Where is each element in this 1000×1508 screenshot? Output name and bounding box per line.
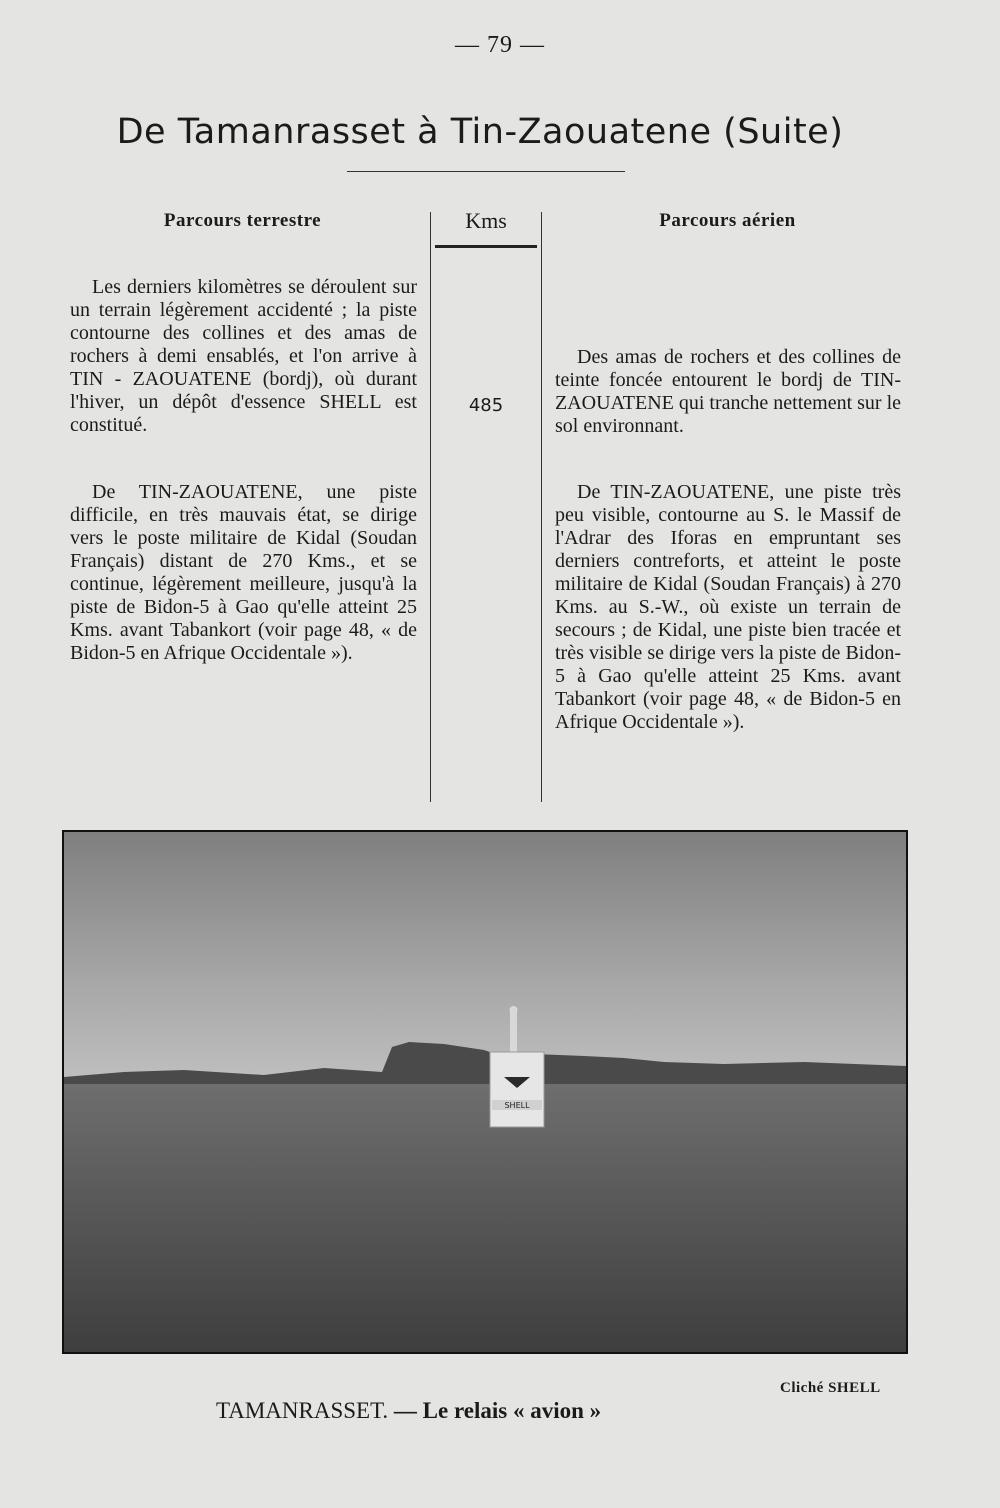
column-divider-left xyxy=(430,212,431,802)
page-title xyxy=(0,112,960,152)
right-paragraph-2: De TIN-ZAOUATENE, une piste très peu visible, contourne au S. le Massif de l'Adrar des Iforas en empruntant ses derniers contreforts, et atteint le poste militaire de Kidal (Soudan Français) à 270 Kms. au S.-W., où existe un terrain de secours ; de Kidal, une piste bien tracée et très visible se dirige vers la piste de Bidon-5 à Gao qu'elle atteint 25 Kms. avant Tabankort (voir page 48, « de Bidon-5 en Afrique Occidentale »). xyxy=(555,481,901,733)
left-paragraph-1: Les derniers kilomètres se déroulent sur un terrain légèrement accidenté ; la piste contourne des collines et des amas de rochers à demi ensablés, et l'on arrive à TIN - ZAOUATENE (bordj), où durant l'hiver, un dépôt d'essence SHELL est constitué. xyxy=(70,276,417,436)
page-number: — 79 — xyxy=(455,32,545,58)
kms-column-heading: Kms xyxy=(465,208,507,233)
left-column-heading: Parcours terrestre xyxy=(163,210,322,231)
shell-sign: SHELL xyxy=(504,1101,530,1110)
right-paragraph-1: Des amas de rochers et des collines de teinte foncée entourent le bordj de TIN-ZAOUATENE qui tranche nettement sur le sol environnant. xyxy=(555,346,902,437)
column-divider-right xyxy=(541,212,542,802)
sky xyxy=(64,832,906,1082)
kms-heading-rule xyxy=(435,245,537,248)
photo-credit: Cliché SHELL xyxy=(780,1380,881,1396)
caption-place: TAMANRASSET. xyxy=(216,1398,389,1423)
ground xyxy=(64,1084,906,1352)
km-value: 485 xyxy=(468,395,504,416)
caption-rest: — Le relais « avion » xyxy=(393,1398,602,1423)
title-rule xyxy=(347,171,625,172)
right-column-heading: Parcours aérien xyxy=(659,210,796,231)
photograph-shell-relay xyxy=(62,830,908,1354)
title-main: De Tamanrasset à Tin-Zaouatene xyxy=(116,112,712,152)
title-suffix: (Suite) xyxy=(723,112,844,152)
left-paragraph-2: De TIN-ZAOUATENE, une piste difficile, en très mauvais état, se dirige vers le poste militaire de Kidal (Soudan Français) distant de 270 Kms., et se continue, légèrement meilleure, jusqu'à la piste de Bidon-5 à Gao qu'elle atteint 25 Kms. avant Tabankort (voir page 48, « de Bidon-5 en Afrique Occidentale »). xyxy=(70,481,417,664)
photo-caption xyxy=(216,1398,601,1424)
